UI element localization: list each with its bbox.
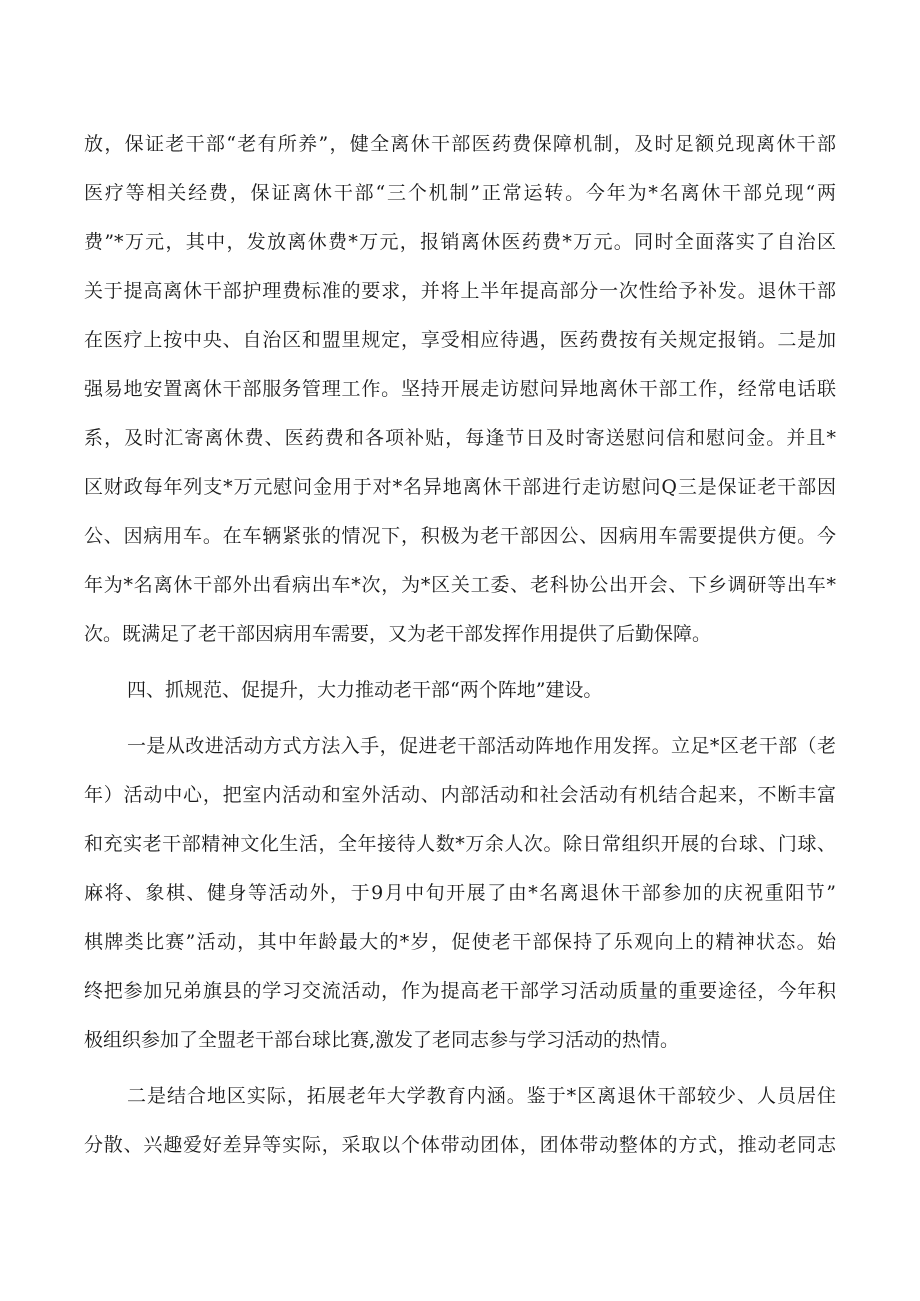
paragraph-line: 区财政每年列支*万元慰问金用于对*名异地离休干部进行走访慰问Q三是保证老干部因 [84, 476, 836, 498]
paragraph-line: 终把参加兄弟旗县的学习交流活动，作为提高老干部学习活动质量的重要途径，今年积 [84, 980, 836, 1002]
paragraph-line: 麻将、象棋、健身等活动外，于9月中旬开展了由*名离退休干部参加的庆祝重阳节” [84, 882, 836, 904]
section-heading: 四、抓规范、促提升，大力推动老干部“两个阵地”建设。 [127, 679, 603, 701]
paragraph-line: 系，及时汇寄离休费、医药费和各项补贴，每逢节日及时寄送慰问信和慰问金。并且* [84, 427, 836, 449]
paragraph-line: 放，保证老干部“老有所养”，健全离休干部医药费保障机制，及时足额兑现离休干部 [84, 133, 836, 155]
paragraph-line: 医疗等相关经费，保证离休干部“三个机制”正常运转。今年为*名离休干部兑现“两 [84, 182, 836, 204]
paragraph-line: 极组织参加了全盟老干部台球比赛,激发了老同志参与学习活动的热情。 [84, 1029, 680, 1051]
paragraph-line: 在医疗上按中央、自治区和盟里规定，享受相应待遇，医药费按有关规定报销。二是加 [84, 329, 836, 351]
paragraph-line: 一是从改进活动方式方法入手，促进老干部活动阵地作用发挥。立足*区老干部（老 [127, 735, 836, 757]
paragraph-line: 关于提高离休干部护理费标准的要求，并将上半年提高部分一次性给予补发。退休干部 [84, 280, 836, 302]
paragraph-line: 和充实老干部精神文化生活，全年接待人数*万余人次。除日常组织开展的台球、门球、 [84, 833, 836, 855]
paragraph-line: 年）活动中心，把室内活动和室外活动、内部活动和社会活动有机结合起来，不断丰富 [84, 784, 836, 806]
paragraph-line: 二是结合地区实际，拓展老年大学教育内涵。鉴于*区离退休干部较少、人员居住 [127, 1085, 836, 1107]
paragraph-line: 棋牌类比赛”活动，其中年龄最大的*岁，促使老干部保持了乐观向上的精神状态。始 [84, 931, 836, 953]
paragraph-line: 费”*万元，其中，发放离休费*万元，报销离休医药费*万元。同时全面落实了自治区 [84, 231, 836, 253]
paragraph-line: 强易地安置离休干部服务管理工作。坚持开展走访慰问异地离休干部工作，经常电话联 [84, 378, 836, 400]
paragraph-line: 公、因病用车。在车辆紧张的情况下，积极为老干部因公、因病用车需要提供方便。今 [84, 525, 836, 547]
paragraph-line: 次。既满足了老干部因病用车需要，又为老干部发挥作用提供了后勤保障。 [84, 623, 712, 645]
paragraph-line: 分散、兴趣爱好差异等实际，采取以个体带动团体，团体带动整体的方式，推动老同志 [84, 1134, 836, 1156]
paragraph-line: 年为*名离休干部外出看病出车*次，为*区关工委、老科协公出开会、下乡调研等出车* [84, 574, 836, 596]
